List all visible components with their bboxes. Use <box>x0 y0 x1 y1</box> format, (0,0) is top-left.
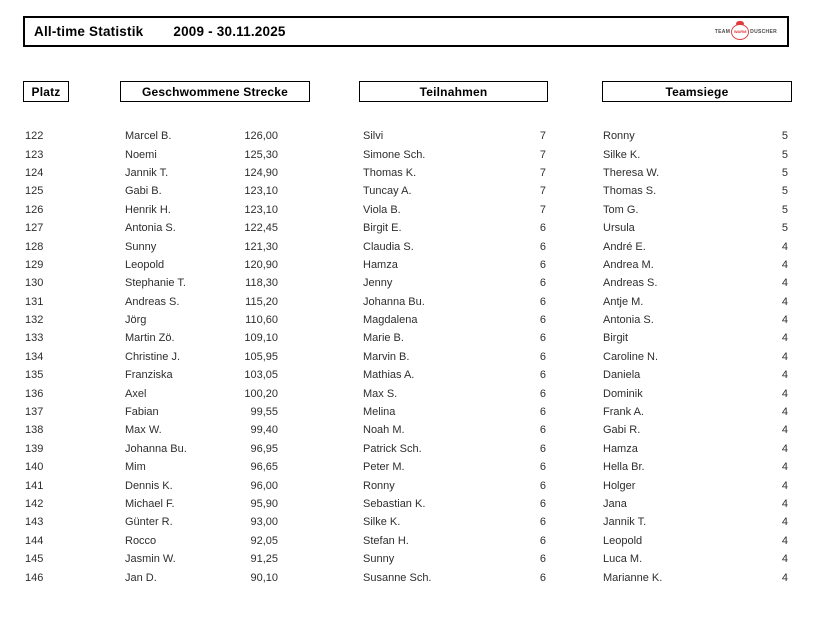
strecke-value-cell: 123,10 <box>244 185 278 198</box>
table-row <box>25 237 788 255</box>
table-row <box>25 127 788 145</box>
teilnahmen-value-cell: 6 <box>539 295 546 308</box>
teamsiege-name-cell: Ronny <box>603 130 635 143</box>
platz-cell: 140 <box>25 461 44 474</box>
teilnahmen-value-cell: 6 <box>539 350 546 363</box>
teilnahmen-name-cell: Magdalena <box>363 314 418 327</box>
strecke-value-cell: 110,60 <box>245 314 278 327</box>
teamsiege-value-cell: 4 <box>781 295 788 308</box>
table-row <box>25 329 788 347</box>
teamsiege-name-cell: Caroline N. <box>603 350 659 363</box>
strecke-name-cell: Martin Zö. <box>125 332 175 345</box>
strecke-value-cell: 103,05 <box>244 369 278 382</box>
teamsiege-value-cell: 4 <box>781 240 788 253</box>
teamsiege-name-cell: Antje M. <box>603 295 644 308</box>
platz-cell: 133 <box>25 332 44 345</box>
table-row <box>25 145 788 163</box>
strecke-value-cell: 126,00 <box>244 130 278 143</box>
strecke-value-cell: 125,30 <box>244 148 278 161</box>
teamsiege-value-cell: 4 <box>781 571 788 584</box>
strecke-value-cell: 109,10 <box>244 332 278 345</box>
teamsiege-value-cell: 4 <box>781 387 788 400</box>
table-row <box>25 550 788 568</box>
teilnahmen-name-cell: Sebastian K. <box>363 498 426 510</box>
teamsiege-value-cell: 4 <box>781 314 788 327</box>
teilnahmen-value-cell: 7 <box>539 130 546 143</box>
strecke-value-cell: 96,00 <box>250 479 278 492</box>
teamsiege-value-cell: 4 <box>781 369 788 382</box>
strecke-name-cell: Jan D. <box>125 571 157 584</box>
strecke-name-cell: Noemi <box>125 148 157 161</box>
strecke-name-cell: Andreas S. <box>125 295 180 308</box>
teamsiege-name-cell: Gabi R. <box>603 424 641 437</box>
strecke-name-cell: Johanna Bu. <box>125 442 187 455</box>
strecke-value-cell: 96,65 <box>250 461 278 474</box>
table-row <box>25 513 788 531</box>
teilnahmen-value-cell: 6 <box>539 406 546 419</box>
teamsiege-value-cell: 4 <box>781 277 788 290</box>
teilnahmen-value-cell: 6 <box>539 498 546 510</box>
strecke-value-cell: 95,90 <box>250 498 278 510</box>
platz-cell: 143 <box>25 516 44 529</box>
table-row <box>25 458 788 476</box>
teamsiege-value-cell: 4 <box>781 442 788 455</box>
table-row <box>25 568 788 586</box>
column-header-geschwommene-strecke: Geschwommene Strecke <box>120 81 310 102</box>
teamsiege-name-cell: André E. <box>603 240 646 253</box>
teilnahmen-name-cell: Ronny <box>363 479 395 492</box>
teamsiege-name-cell: Leopold <box>603 534 643 547</box>
strecke-value-cell: 118,30 <box>245 277 278 290</box>
teilnahmen-value-cell: 6 <box>539 442 546 455</box>
strecke-name-cell: Jörg <box>125 314 147 327</box>
table-row <box>25 348 788 366</box>
teamsiege-name-cell: Birgit <box>603 332 629 345</box>
teamsiege-value-cell: 5 <box>781 203 788 216</box>
strecke-name-cell: Dennis K. <box>125 479 173 492</box>
teilnahmen-name-cell: Silke K. <box>363 516 401 529</box>
teilnahmen-value-cell: 6 <box>539 369 546 382</box>
strecke-value-cell: 99,40 <box>250 424 278 437</box>
teilnahmen-name-cell: Hamza <box>363 258 398 271</box>
teamsiege-name-cell: Theresa W. <box>603 166 660 179</box>
table-row <box>25 421 788 439</box>
table-row <box>25 311 788 329</box>
teilnahmen-name-cell: Thomas K. <box>363 166 417 179</box>
teilnahmen-name-cell: Stefan H. <box>363 534 409 547</box>
platz-cell: 137 <box>25 406 44 419</box>
strecke-name-cell: Fabian <box>125 406 159 419</box>
teilnahmen-value-cell: 7 <box>539 166 546 179</box>
teilnahmen-value-cell: 6 <box>539 314 546 327</box>
teilnahmen-name-cell: Tuncay A. <box>363 185 412 198</box>
teilnahmen-value-cell: 6 <box>539 258 546 271</box>
strecke-name-cell: Sunny <box>125 240 157 253</box>
teilnahmen-value-cell: 6 <box>539 387 546 400</box>
platz-cell: 124 <box>25 166 44 179</box>
teamsiege-name-cell: Frank A. <box>603 406 644 419</box>
platz-cell: 131 <box>25 295 44 308</box>
teamsiege-name-cell: Tom G. <box>603 203 639 216</box>
strecke-name-cell: Axel <box>125 387 147 400</box>
platz-cell: 139 <box>25 442 44 455</box>
teilnahmen-name-cell: Jenny <box>363 277 393 290</box>
teamsiege-name-cell: Jana <box>603 498 627 510</box>
table-row <box>25 256 788 274</box>
teilnahmen-name-cell: Susanne Sch. <box>363 571 432 584</box>
strecke-value-cell: 96,95 <box>250 442 278 455</box>
platz-cell: 127 <box>25 222 44 235</box>
teilnahmen-name-cell: Simone Sch. <box>363 148 426 161</box>
teamsiege-name-cell: Marianne K. <box>603 571 663 584</box>
teamsiege-name-cell: Andrea M. <box>603 258 654 271</box>
teamsiege-value-cell: 4 <box>781 406 788 419</box>
teamsiege-value-cell: 4 <box>781 461 788 474</box>
strecke-value-cell: 100,20 <box>244 387 278 400</box>
teilnahmen-name-cell: Mathias A. <box>363 369 415 382</box>
teilnahmen-name-cell: Patrick Sch. <box>363 442 422 455</box>
strecke-name-cell: Marcel B. <box>125 130 172 143</box>
teamsiege-value-cell: 5 <box>781 222 788 235</box>
strecke-value-cell: 123,10 <box>244 203 278 216</box>
table-row <box>25 495 788 513</box>
strecke-value-cell: 120,90 <box>244 258 278 271</box>
table-row <box>25 293 788 311</box>
strecke-name-cell: Franziska <box>125 369 173 382</box>
teamsiege-name-cell: Holger <box>603 479 636 492</box>
teilnahmen-value-cell: 6 <box>539 277 546 290</box>
title-bar <box>23 16 789 47</box>
teilnahmen-value-cell: 6 <box>539 479 546 492</box>
teilnahmen-value-cell: 6 <box>539 240 546 253</box>
teilnahmen-name-cell: Max S. <box>363 387 398 400</box>
teilnahmen-name-cell: Claudia S. <box>363 240 414 253</box>
strecke-name-cell: Stephanie T. <box>125 277 186 290</box>
platz-cell: 126 <box>25 203 44 216</box>
teamsiege-name-cell: Thomas S. <box>603 185 657 198</box>
platz-cell: 122 <box>25 130 44 143</box>
teamsiege-value-cell: 5 <box>781 166 788 179</box>
platz-cell: 146 <box>25 571 44 584</box>
teamsiege-value-cell: 5 <box>781 148 788 161</box>
table-row <box>25 366 788 384</box>
teilnahmen-value-cell: 7 <box>539 148 546 161</box>
strecke-name-cell: Leopold <box>125 258 165 271</box>
teamsiege-value-cell: 4 <box>781 553 788 566</box>
strecke-name-cell: Rocco <box>125 534 157 547</box>
platz-cell: 123 <box>25 148 44 161</box>
teilnahmen-name-cell: Silvi <box>363 130 384 143</box>
teamsiege-name-cell: Hamza <box>603 442 638 455</box>
platz-cell: 128 <box>25 240 44 253</box>
date-range: 2009 - 30.11.2025 <box>173 24 286 39</box>
teilnahmen-value-cell: 6 <box>539 424 546 437</box>
teamsiege-name-cell: Luca M. <box>603 553 643 566</box>
platz-cell: 142 <box>25 498 44 510</box>
strecke-name-cell: Gabi B. <box>125 185 162 198</box>
teilnahmen-value-cell: 7 <box>539 185 546 198</box>
teilnahmen-name-cell: Noah M. <box>363 424 405 437</box>
platz-cell: 145 <box>25 553 44 566</box>
teamsiege-name-cell: Andreas S. <box>603 277 658 290</box>
platz-cell: 141 <box>25 479 44 492</box>
table-row <box>25 384 788 402</box>
strecke-name-cell: Jannik T. <box>125 166 169 179</box>
table-row <box>25 476 788 494</box>
strecke-name-cell: Max W. <box>125 424 162 437</box>
table-row <box>25 182 788 200</box>
teilnahmen-name-cell: Johanna Bu. <box>363 295 425 308</box>
teilnahmen-value-cell: 6 <box>539 553 546 566</box>
table-row <box>25 201 788 219</box>
teilnahmen-name-cell: Birgit E. <box>363 222 402 235</box>
teamsiege-value-cell: 4 <box>781 332 788 345</box>
table-row <box>25 532 788 550</box>
column-header-teilnahmen: Teilnahmen <box>359 81 548 102</box>
platz-cell: 134 <box>25 350 44 363</box>
logo-oval <box>731 24 749 40</box>
logo-text-duscher: DUSCHER <box>750 28 777 35</box>
strecke-name-cell: Henrik H. <box>125 203 171 216</box>
teamsiege-name-cell: Daniela <box>603 369 641 382</box>
strecke-name-cell: Antonia S. <box>125 222 176 235</box>
platz-cell: 125 <box>25 185 44 198</box>
teamsiege-value-cell: 4 <box>781 498 788 510</box>
teilnahmen-value-cell: 7 <box>539 203 546 216</box>
teamsiege-name-cell: Ursula <box>603 222 635 235</box>
teamsiege-value-cell: 5 <box>781 185 788 198</box>
teamsiege-name-cell: Antonia S. <box>603 314 654 327</box>
teilnahmen-name-cell: Melina <box>363 406 396 419</box>
strecke-name-cell: Mim <box>125 461 146 474</box>
table-row <box>25 164 788 182</box>
strecke-name-cell: Michael F. <box>125 498 175 510</box>
teilnahmen-name-cell: Marie B. <box>363 332 404 345</box>
column-header-platz: Platz <box>23 81 69 102</box>
teilnahmen-name-cell: Viola B. <box>363 203 401 216</box>
platz-cell: 129 <box>25 258 44 271</box>
teilnahmen-name-cell: Marvin B. <box>363 350 410 363</box>
logo-text-team: TEAM <box>714 28 731 35</box>
table-row <box>25 403 788 421</box>
teilnahmen-value-cell: 6 <box>539 222 546 235</box>
strecke-value-cell: 92,05 <box>250 534 278 547</box>
teilnahmen-name-cell: Peter M. <box>363 461 405 474</box>
platz-cell: 136 <box>25 387 44 400</box>
teilnahmen-value-cell: 6 <box>539 516 546 529</box>
strecke-value-cell: 105,95 <box>244 350 278 363</box>
platz-cell: 132 <box>25 314 44 327</box>
table-row <box>25 219 788 237</box>
teilnahmen-name-cell: Sunny <box>363 553 395 566</box>
platz-cell: 130 <box>25 277 44 290</box>
strecke-value-cell: 115,20 <box>245 295 278 308</box>
strecke-value-cell: 90,10 <box>250 571 278 584</box>
teilnahmen-value-cell: 6 <box>539 534 546 547</box>
teilnahmen-value-cell: 6 <box>539 332 546 345</box>
teilnahmen-value-cell: 6 <box>539 461 546 474</box>
teamsiege-value-cell: 4 <box>781 534 788 547</box>
platz-cell: 135 <box>25 369 44 382</box>
table-row <box>25 274 788 292</box>
table-body <box>25 127 788 587</box>
strecke-value-cell: 93,00 <box>250 516 278 529</box>
teamsiege-name-cell: Dominik <box>603 387 643 400</box>
table-row <box>25 440 788 458</box>
strecke-value-cell: 124,90 <box>244 166 278 179</box>
teamsiege-name-cell: Silke K. <box>603 148 641 161</box>
teamsiege-value-cell: 4 <box>781 479 788 492</box>
teamsiege-value-cell: 4 <box>781 350 788 363</box>
shower-icon <box>736 21 744 25</box>
strecke-value-cell: 91,25 <box>250 553 278 566</box>
strecke-name-cell: Günter R. <box>125 516 173 529</box>
team-warmduscher-logo <box>715 24 777 40</box>
teamsiege-value-cell: 4 <box>781 424 788 437</box>
platz-cell: 144 <box>25 534 44 547</box>
teilnahmen-value-cell: 6 <box>539 571 546 584</box>
platz-cell: 138 <box>25 424 44 437</box>
strecke-value-cell: 121,30 <box>244 240 278 253</box>
teamsiege-value-cell: 4 <box>781 516 788 529</box>
page-title: All-time Statistik <box>34 24 144 39</box>
strecke-name-cell: Christine J. <box>125 350 181 363</box>
teamsiege-value-cell: 5 <box>781 130 788 143</box>
teamsiege-name-cell: Hella Br. <box>603 461 645 474</box>
logo-text-warm: WARM <box>733 29 747 34</box>
column-header-teamsiege: Teamsiege <box>602 81 792 102</box>
teamsiege-name-cell: Jannik T. <box>603 516 647 529</box>
strecke-value-cell: 122,45 <box>244 222 278 235</box>
teamsiege-value-cell: 4 <box>781 258 788 271</box>
strecke-name-cell: Jasmin W. <box>125 553 176 566</box>
strecke-value-cell: 99,55 <box>250 406 278 419</box>
